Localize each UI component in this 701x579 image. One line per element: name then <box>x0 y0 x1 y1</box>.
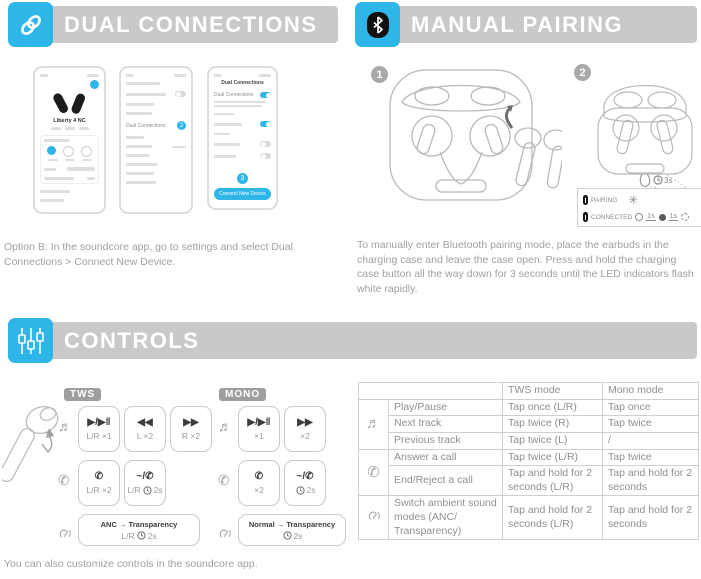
gesture-symbol: ▶/▶‖ <box>87 417 111 428</box>
interval-1s: 1s <box>669 213 677 220</box>
ambient-sound-icon <box>367 508 381 522</box>
legend-pairing-row <box>583 193 701 207</box>
action-cell: Answer a call <box>389 449 503 466</box>
music-icon: ♬ <box>218 418 232 434</box>
controls-caption: You can also customize controls in the soundcore app. <box>4 558 258 570</box>
ambient-sound-icon <box>58 526 72 540</box>
gesture-tap-label: R ×2 <box>181 431 201 441</box>
phone-icon: ✆ <box>58 472 70 488</box>
led-indicator-icon <box>583 212 588 222</box>
gesture-box <box>78 406 120 452</box>
phone-settings-screen <box>119 66 193 214</box>
tws-gesture-cell: Tap and hold for 2 seconds (L/R) <box>503 466 603 496</box>
led-on-icon <box>659 214 666 221</box>
device-toggle-off-2 <box>260 153 271 159</box>
gesture-symbol: ~/✆ <box>136 471 154 482</box>
action-cell: Previous track <box>389 432 503 449</box>
gesture-symbol: Normal → Transparency <box>248 519 336 529</box>
ambient-sound-icon <box>218 526 232 540</box>
gesture-symbol: ✆ <box>94 471 104 482</box>
anc-mode-button <box>47 146 56 155</box>
dual-connections-toggle <box>260 92 271 98</box>
ambient-icon <box>359 496 389 540</box>
manual-pairing-banner <box>355 6 697 43</box>
step-2-number: 2 <box>574 64 591 81</box>
gesture-box <box>124 460 166 506</box>
transparency-mode-button <box>81 146 92 157</box>
svg-text:3s: 3s <box>664 176 673 185</box>
led-legend <box>577 188 701 227</box>
sliders-icon <box>8 318 53 363</box>
connect-new-device-button: Connect New Device <box>214 188 271 200</box>
gesture-tap-label: L/R ×2 <box>86 485 112 495</box>
interval-1s: 1s <box>647 213 655 220</box>
control-row <box>218 460 346 506</box>
action-cell: Next track <box>389 416 503 433</box>
mono-gesture-cell: Tap twice <box>603 449 699 466</box>
flashing-led-icon: ✳ <box>628 193 639 207</box>
led-off-icon <box>635 213 643 221</box>
step-3-badge: 3 <box>237 173 248 184</box>
clock-icon <box>283 531 292 540</box>
table-row <box>359 466 699 496</box>
table-row <box>359 449 699 466</box>
tws-gesture-cell: Tap twice (L/R) <box>503 449 603 466</box>
gesture-symbol: ▶▶ <box>183 417 199 428</box>
legend-connected-row <box>583 212 701 222</box>
phone-dual-connections-screen <box>207 66 278 210</box>
gesture-symbol: ◀◀ <box>137 417 153 428</box>
dual-connections-banner <box>8 6 338 43</box>
gesture-box <box>238 514 346 546</box>
ambient-icon <box>58 526 78 543</box>
pairing-case-illustration <box>590 64 700 198</box>
device-name: Liberty 4 NC <box>53 118 86 124</box>
controls-reference-table <box>358 382 699 540</box>
bluetooth-icon <box>355 2 400 47</box>
dual-connections-title: DUAL CONNECTIONS <box>64 11 318 37</box>
control-row <box>218 406 346 452</box>
mono-gesture-cell: Tap twice <box>603 416 699 433</box>
mono-gesture-cell: Tap and hold for 2 seconds <box>603 496 699 540</box>
gesture-box <box>284 406 326 452</box>
tws-gesture-cell: Tap and hold for 2 seconds (L/R) <box>503 496 603 540</box>
gesture-tap-label: ×2 <box>254 485 264 495</box>
gesture-tap-label: ×1 <box>254 431 264 441</box>
control-row <box>218 514 346 546</box>
avatar <box>90 80 99 89</box>
music-icon: ♬ <box>58 418 72 434</box>
tws-gesture-cell: Tap twice (R) <box>503 416 603 433</box>
gesture-tap-label: L/R 2s <box>121 530 157 541</box>
earbuds-image <box>48 90 92 116</box>
step-1-number: 1 <box>371 66 388 83</box>
control-row <box>58 406 212 452</box>
ambient-icon <box>218 526 238 543</box>
earbud-tap-illustration <box>2 398 66 494</box>
clock-icon <box>143 486 152 495</box>
gesture-tap-label: ×2 <box>300 431 310 441</box>
tws-gesture-cell: Tap once (L/R) <box>503 399 603 416</box>
gesture-box <box>78 460 120 506</box>
mono-mode-header: Mono mode <box>603 383 699 400</box>
action-cell: End/Reject a call <box>389 466 503 496</box>
gesture-box <box>170 406 212 452</box>
pairing-label: PAIRING <box>591 196 618 204</box>
gesture-symbol: ~/✆ <box>296 471 314 482</box>
tws-controls-panel <box>58 406 212 554</box>
gesture-symbol: ✆ <box>254 471 264 482</box>
manual-pairing-paragraph: To manually enter Bluetooth pairing mode, place the earbuds in the charging case and leave the case open. Press and hold the charging case button all the way down for 3 seconds until the LED indicators flash white rapidly. <box>357 239 694 296</box>
clock-icon <box>296 486 305 495</box>
link-icon <box>8 2 53 47</box>
gesture-symbol: ▶/▶‖ <box>247 417 271 428</box>
control-row <box>58 460 212 506</box>
gesture-box <box>78 514 200 546</box>
led-dim-icon <box>681 213 689 221</box>
device-toggle-on <box>260 121 271 127</box>
mono-controls-panel <box>218 406 346 554</box>
connected-label: CONNECTED <box>591 213 633 221</box>
gesture-symbol: ▶▶ <box>297 417 313 428</box>
action-cell: Switch ambient sound modes (ANC/ Transparency) <box>389 496 503 540</box>
settings-row-dual-connections: Dual Connections <box>126 122 166 129</box>
music-icon: ♬ <box>359 399 389 449</box>
gesture-tap-label: L ×2 <box>136 431 154 441</box>
toggle <box>175 91 186 97</box>
gesture-box <box>284 460 326 506</box>
phone-device-screen <box>33 66 106 214</box>
control-row <box>58 514 212 546</box>
gesture-box <box>238 406 280 452</box>
screen-title: Dual Connections <box>221 80 264 86</box>
gesture-tap-label: L/R 2s <box>127 485 163 495</box>
gesture-tap-label: 2s <box>282 531 303 541</box>
manual-pairing-title: MANUAL PAIRING <box>411 11 624 37</box>
controls-table <box>358 382 699 540</box>
gesture-tap-label: L/R ×1 <box>86 431 112 441</box>
gesture-symbol: ANC → Transparency <box>100 519 178 529</box>
device-toggle-off-1 <box>260 141 271 147</box>
table-row <box>359 496 699 540</box>
dual-connections-count-badge: 2 <box>177 121 186 130</box>
table-row <box>359 399 699 416</box>
dual-connections-toggle-label: Dual Connections <box>214 92 254 98</box>
led-indicator-icon <box>583 195 588 205</box>
table-row <box>359 416 699 433</box>
action-cell: Play/Pause <box>389 399 503 416</box>
mono-gesture-cell: Tap and hold for 2 seconds <box>603 466 699 496</box>
controls-title: CONTROLS <box>64 327 200 353</box>
gesture-tap-label: 2s <box>295 485 316 495</box>
gesture-box <box>124 406 166 452</box>
phone-icon: ✆ <box>359 449 389 496</box>
tws-mode-header: TWS mode <box>503 383 603 400</box>
table-row <box>359 432 699 449</box>
dual-connections-caption: Option B: In the soundcore app, go to settings and select Dual Connections > Connect New Device. <box>4 241 293 268</box>
mono-mode-badge: MONO <box>219 388 266 401</box>
table-header-blank <box>359 383 503 400</box>
normal-mode-button <box>63 146 74 157</box>
controls-banner <box>8 322 697 359</box>
mono-gesture-cell: Tap once <box>603 399 699 416</box>
clock-icon <box>137 531 146 540</box>
gesture-box <box>238 460 280 506</box>
phone-icon: ✆ <box>218 472 230 488</box>
mono-gesture-cell: / <box>603 432 699 449</box>
tws-mode-badge: TWS <box>64 388 101 401</box>
open-case-illustration <box>384 62 562 214</box>
tws-gesture-cell: Tap twice (L) <box>503 432 603 449</box>
